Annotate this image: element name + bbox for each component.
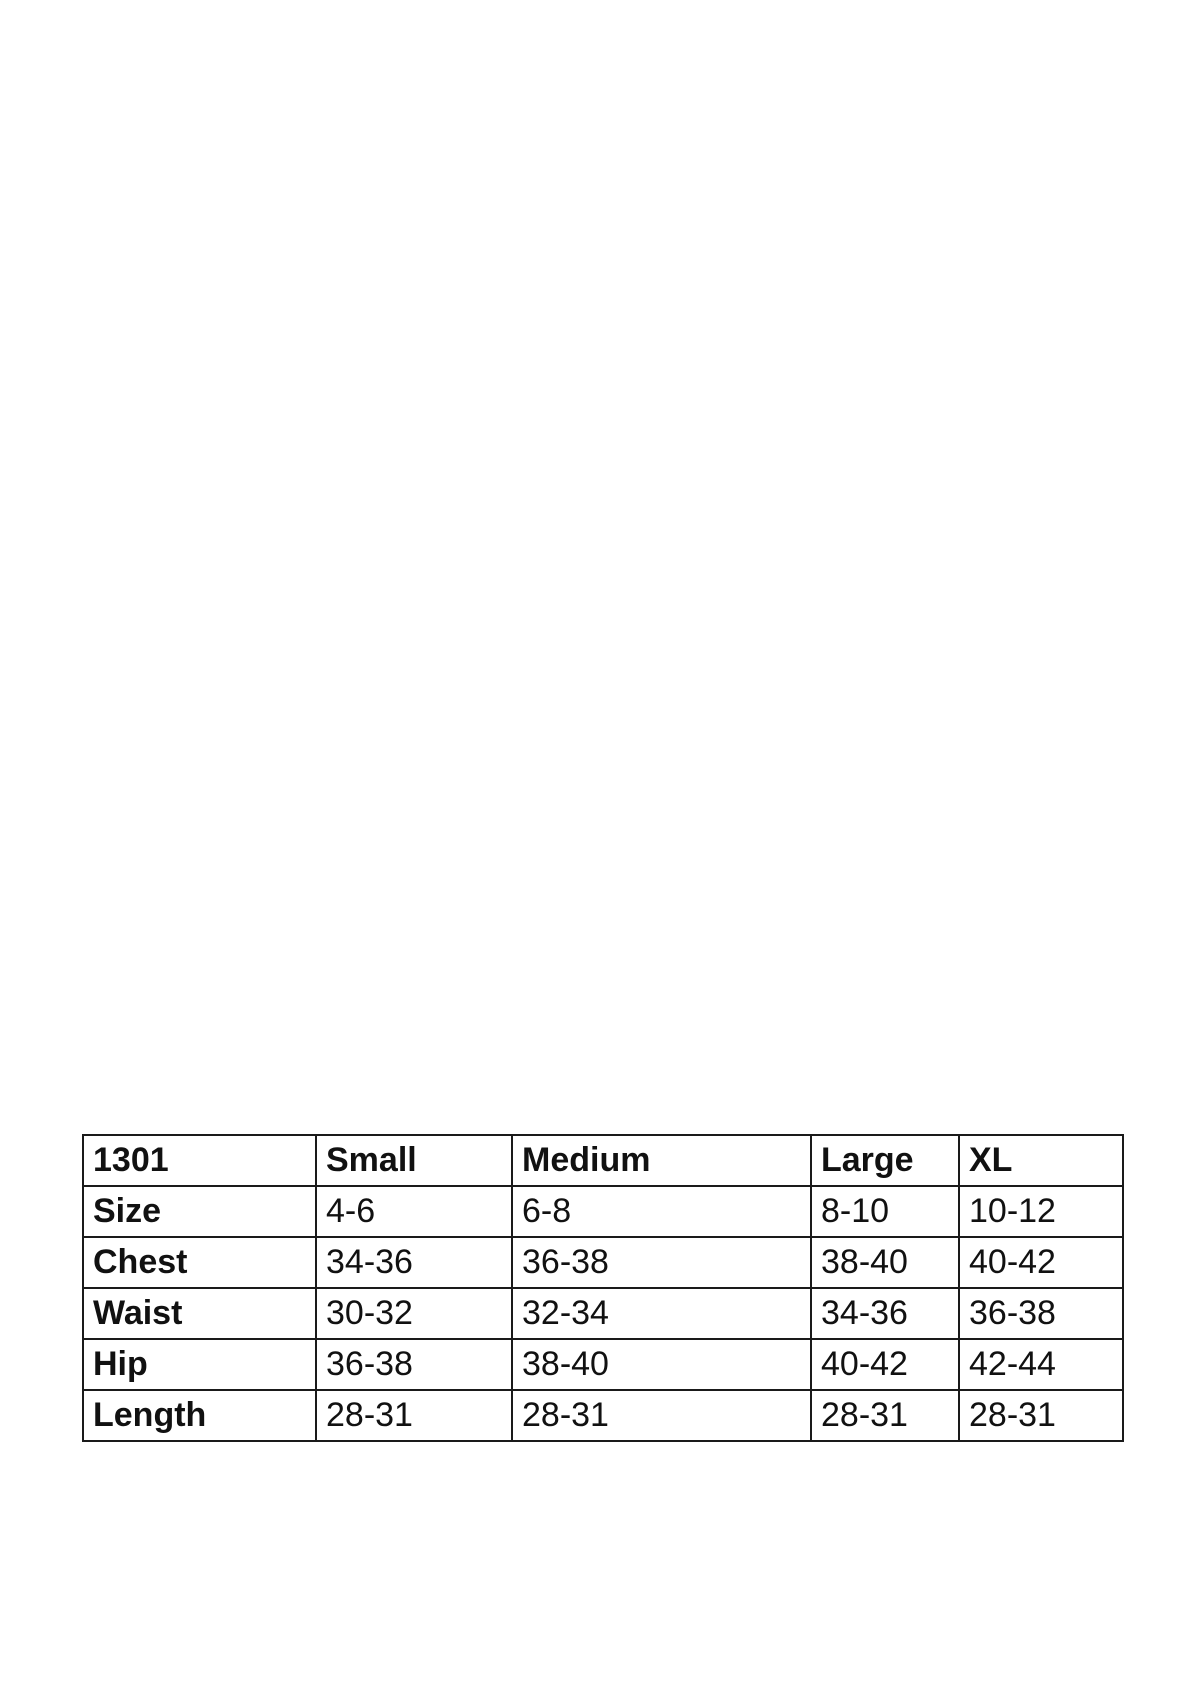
table-row-size	[83, 1186, 1123, 1237]
table-cell: 40-42	[959, 1237, 1123, 1288]
table-cell: 38-40	[811, 1237, 959, 1288]
table-cell: 40-42	[811, 1339, 959, 1390]
model-number-cell: 1301	[83, 1135, 316, 1186]
table-cell: 28-31	[811, 1390, 959, 1441]
table-row-hip	[83, 1339, 1123, 1390]
row-label: Waist	[83, 1288, 316, 1339]
size-chart-table	[82, 1134, 1124, 1442]
table-cell: 38-40	[512, 1339, 811, 1390]
column-header-medium: Medium	[512, 1135, 811, 1186]
table-cell: 36-38	[316, 1339, 512, 1390]
row-label: Chest	[83, 1237, 316, 1288]
table-cell: 32-34	[512, 1288, 811, 1339]
table-cell: 10-12	[959, 1186, 1123, 1237]
table-row-chest	[83, 1237, 1123, 1288]
row-label: Size	[83, 1186, 316, 1237]
table-cell: 36-38	[512, 1237, 811, 1288]
table-header-row	[83, 1135, 1123, 1186]
table-cell: 34-36	[811, 1288, 959, 1339]
table-cell: 4-6	[316, 1186, 512, 1237]
row-label: Hip	[83, 1339, 316, 1390]
table-cell: 28-31	[316, 1390, 512, 1441]
row-label: Length	[83, 1390, 316, 1441]
table-cell: 34-36	[316, 1237, 512, 1288]
column-header-xl: XL	[959, 1135, 1123, 1186]
table-row-waist	[83, 1288, 1123, 1339]
column-header-small: Small	[316, 1135, 512, 1186]
table-cell: 28-31	[512, 1390, 811, 1441]
table-cell: 6-8	[512, 1186, 811, 1237]
table-row-length	[83, 1390, 1123, 1441]
table-cell: 36-38	[959, 1288, 1123, 1339]
column-header-large: Large	[811, 1135, 959, 1186]
table-cell: 42-44	[959, 1339, 1123, 1390]
table-cell: 8-10	[811, 1186, 959, 1237]
table-cell: 28-31	[959, 1390, 1123, 1441]
table-cell: 30-32	[316, 1288, 512, 1339]
